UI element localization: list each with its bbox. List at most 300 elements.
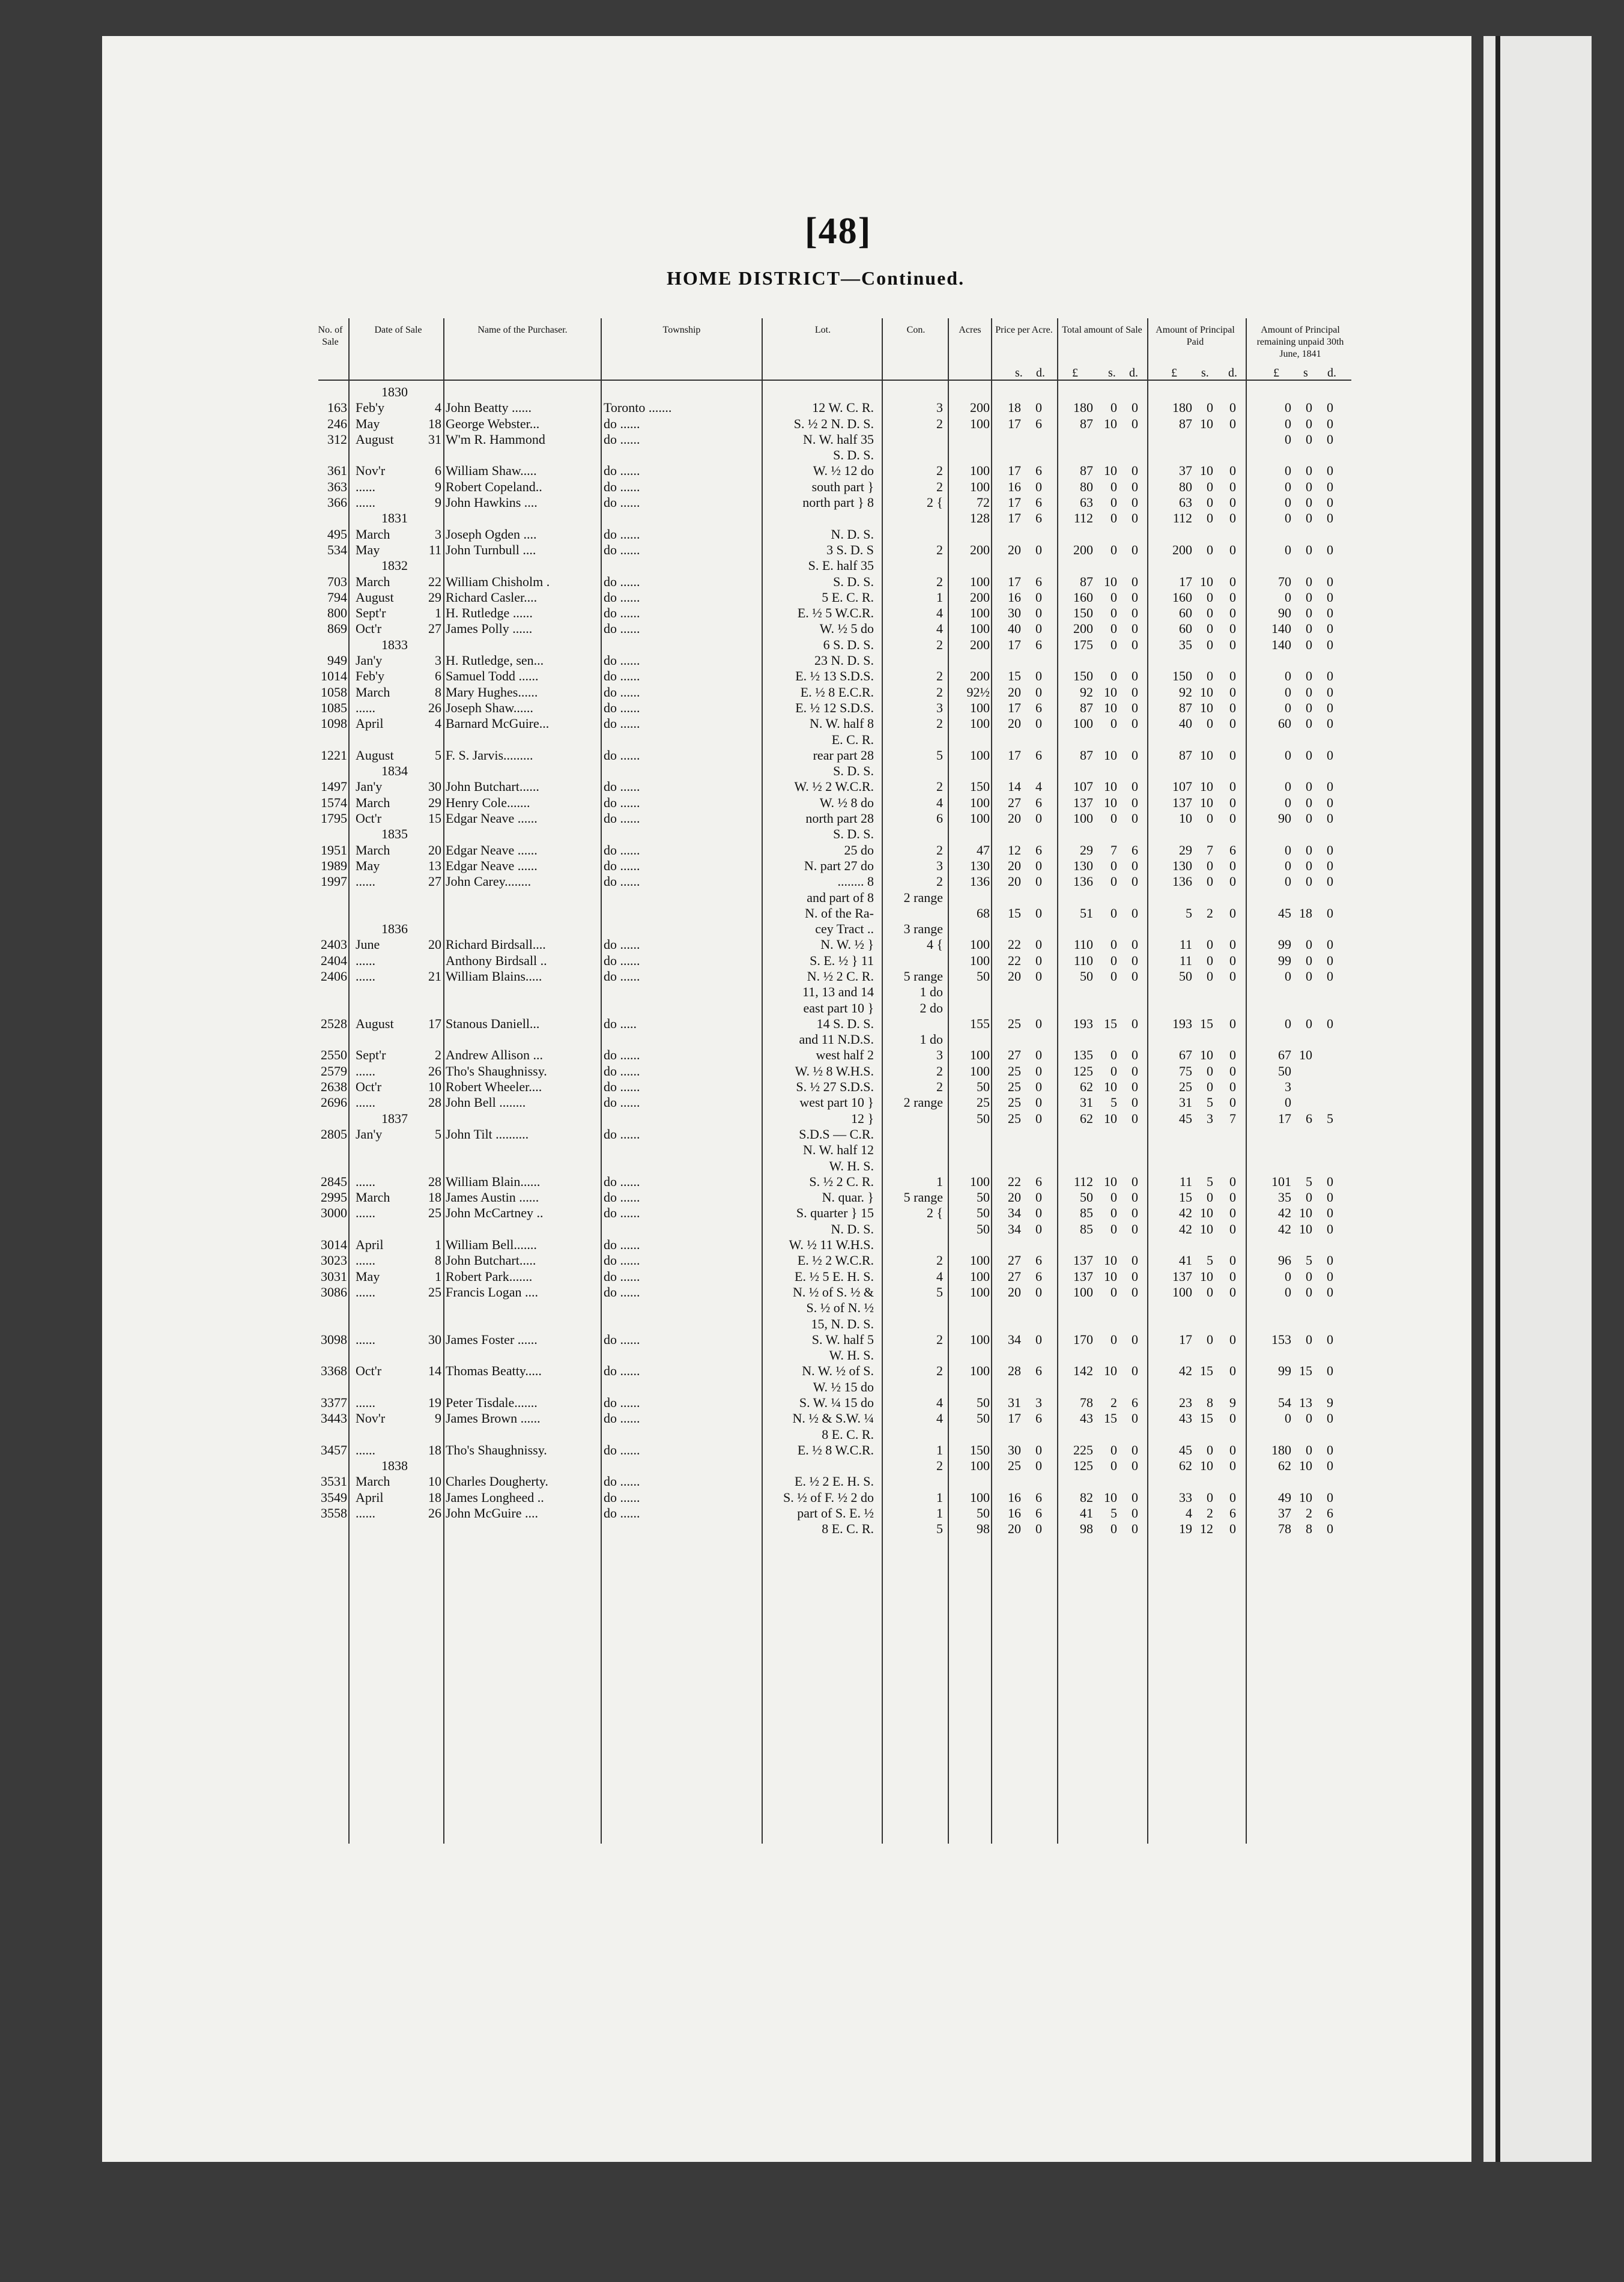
lot: W. ½ 2 W.C.R. [794, 779, 874, 794]
remaining-pounds: 0 [1285, 684, 1291, 700]
total-pence: 0 [1132, 1442, 1138, 1457]
table-row [0, 1332, 1624, 1348]
sale-month: August [356, 431, 394, 447]
purchaser-name: Andrew Allison ... [446, 1047, 543, 1063]
paid-pence: 0 [1229, 1253, 1236, 1268]
table-row [0, 1253, 1624, 1268]
paid-pence: 0 [1229, 1521, 1236, 1537]
purchaser-name: Robert Wheeler.... [446, 1079, 542, 1095]
price-pence: 0 [1035, 1221, 1042, 1236]
remaining-pence: 0 [1327, 1268, 1333, 1284]
remaining-shillings: 0 [1306, 811, 1312, 826]
sale-number: 1058 [321, 684, 347, 700]
township: do ...... [604, 968, 640, 984]
paid-shillings: 10 [1200, 779, 1213, 794]
paid-pounds: 107 [1172, 779, 1192, 794]
remaining-shillings: 0 [1306, 621, 1312, 637]
total-pence: 0 [1132, 968, 1138, 984]
lot: E. ½ 2 W.C.R. [797, 1253, 874, 1268]
sale-day: 26 [428, 1063, 441, 1079]
paid-shillings: 10 [1200, 1205, 1213, 1221]
total-pence: 0 [1132, 1411, 1138, 1426]
price-shillings: 17 [1008, 416, 1021, 431]
sale-month: ...... [356, 495, 375, 510]
total-pence: 0 [1132, 794, 1138, 810]
paid-shillings: 5 [1207, 1173, 1213, 1189]
lot: 8 E. C. R. [822, 1426, 874, 1442]
acres: 50 [977, 968, 990, 984]
remaining-shillings: 8 [1306, 1521, 1312, 1537]
total-pence: 0 [1132, 668, 1138, 684]
remaining-pounds: 0 [1285, 542, 1291, 557]
sale-number: 3443 [321, 1411, 347, 1426]
year-label: 1830 [381, 384, 408, 399]
total-shillings: 0 [1110, 811, 1117, 826]
sale-number: 800 [327, 605, 347, 621]
table-row [0, 779, 1624, 794]
total-pounds: 63 [1080, 495, 1093, 510]
paid-shillings: 10 [1200, 416, 1213, 431]
total-pounds: 100 [1073, 716, 1093, 731]
concession: 2 [936, 1079, 943, 1095]
lot: N. D. S. [831, 526, 874, 542]
total-pence: 0 [1132, 1489, 1138, 1505]
sale-month: ...... [356, 1205, 375, 1221]
remaining-shillings: 5 [1306, 1173, 1312, 1189]
sale-number: 1221 [321, 747, 347, 763]
sale-day: 31 [428, 431, 441, 447]
remaining-pence: 9 [1327, 1395, 1333, 1410]
lot: ........ 8 [837, 874, 874, 889]
acres: 200 [970, 668, 990, 684]
remaining-shillings: 0 [1306, 479, 1312, 494]
paid-shillings: 10 [1200, 574, 1213, 589]
township: do ...... [604, 668, 640, 684]
remaining-pence: 0 [1327, 794, 1333, 810]
price-shillings: 34 [1008, 1221, 1021, 1236]
purchaser-name: George Webster... [446, 416, 540, 431]
paid-pence: 0 [1229, 463, 1236, 479]
remaining-pounds: 0 [1285, 668, 1291, 684]
remaining-shillings: 18 [1299, 905, 1312, 921]
sale-day: 6 [435, 668, 441, 684]
acres: 50 [977, 1506, 990, 1521]
paid-pence: 0 [1229, 1489, 1236, 1505]
price-pence: 0 [1035, 621, 1042, 637]
header-total: Total amount of Sale [1062, 325, 1142, 335]
price-shillings: 25 [1008, 1458, 1021, 1474]
remaining-shillings: 0 [1306, 700, 1312, 715]
remaining-pence: 0 [1327, 510, 1333, 526]
total-pence: 6 [1132, 842, 1138, 858]
paid-shillings: 10 [1200, 1221, 1213, 1236]
total-pounds: 82 [1080, 1489, 1093, 1505]
remaining-pence: 0 [1327, 1221, 1333, 1236]
remaining-pounds: 180 [1271, 1442, 1291, 1457]
concession: 3 [936, 400, 943, 416]
acres: 100 [970, 621, 990, 637]
total-pence: 0 [1132, 463, 1138, 479]
paid-pounds: 112 [1172, 510, 1192, 526]
concession: 2 [936, 684, 943, 700]
total-pence: 0 [1132, 400, 1138, 416]
remaining-shillings: 0 [1306, 668, 1312, 684]
lot: N. ½ of S. ½ & [792, 1284, 874, 1300]
remaining-shillings: 0 [1306, 1331, 1312, 1347]
paid-pounds: 150 [1172, 668, 1192, 684]
paid-pounds: 50 [1179, 968, 1192, 984]
paid-pence: 0 [1229, 416, 1236, 431]
unit-label: d. [1129, 366, 1138, 380]
table-row [0, 1490, 1624, 1506]
sale-day: 9 [435, 495, 441, 510]
paid-pence: 0 [1229, 1205, 1236, 1221]
purchaser-name: Edgar Neave ...... [446, 858, 538, 873]
paid-shillings: 15 [1200, 1363, 1213, 1379]
sale-month: March [356, 1190, 390, 1205]
concession: 2 [936, 1253, 943, 1268]
lot: S. W. ¼ 15 do [799, 1395, 874, 1410]
paid-shillings: 3 [1207, 1110, 1213, 1126]
concession: 2 range [903, 1095, 943, 1110]
sale-number: 1951 [321, 842, 347, 858]
township: do ...... [604, 1268, 640, 1284]
concession: 4 [936, 1268, 943, 1284]
sale-day: 25 [428, 1284, 441, 1300]
remaining-pounds: 67 [1278, 1047, 1291, 1063]
sale-month: March [356, 842, 390, 858]
paid-pounds: 29 [1179, 842, 1192, 858]
sale-month: May [356, 416, 380, 431]
remaining-shillings: 10 [1299, 1221, 1312, 1236]
remaining-pounds: 90 [1278, 605, 1291, 621]
remaining-pence: 0 [1327, 400, 1333, 416]
sale-day: 1 [435, 605, 441, 621]
price-pence: 6 [1035, 574, 1042, 589]
township: do ...... [604, 1331, 640, 1347]
lot: E. ½ 8 W.C.R. [797, 1442, 874, 1457]
sale-number: 495 [327, 526, 347, 542]
table-row [0, 906, 1624, 921]
sale-month: ...... [356, 874, 375, 889]
unit-label: £ [1171, 366, 1177, 380]
total-pence: 0 [1132, 1268, 1138, 1284]
remaining-shillings: 0 [1306, 874, 1312, 889]
sale-month: May [356, 542, 380, 557]
paid-pence: 7 [1229, 1110, 1236, 1126]
lot: S. D. S. [833, 447, 874, 463]
remaining-pence: 0 [1327, 968, 1333, 984]
lot: E. ½ 12 S.D.S. [795, 700, 874, 715]
remaining-pounds: 35 [1278, 1190, 1291, 1205]
acres: 25 [977, 1095, 990, 1110]
unit-label: £ [1072, 366, 1078, 380]
paid-shillings: 0 [1207, 716, 1213, 731]
table-row [0, 984, 1624, 1000]
price-shillings: 30 [1008, 1442, 1021, 1457]
lot: W. ½ 8 W.H.S. [795, 1063, 874, 1079]
acres: 47 [977, 842, 990, 858]
total-shillings: 0 [1110, 637, 1117, 652]
sale-month: March [356, 574, 390, 589]
township: do ...... [604, 431, 640, 447]
sale-number: 312 [327, 431, 347, 447]
total-shillings: 0 [1110, 1190, 1117, 1205]
lot: N. W. half 12 [803, 1142, 874, 1158]
purchaser-name: Francis Logan .... [446, 1284, 538, 1300]
remaining-shillings: 0 [1306, 1015, 1312, 1031]
sale-number: 363 [327, 479, 347, 494]
paid-shillings: 0 [1207, 968, 1213, 984]
remaining-shillings: 2 [1306, 1506, 1312, 1521]
paid-shillings: 7 [1207, 842, 1213, 858]
sale-day: 10 [428, 1079, 441, 1095]
remaining-shillings: 0 [1306, 1268, 1312, 1284]
remaining-pounds: 0 [1285, 589, 1291, 605]
concession: 1 [936, 1506, 943, 1521]
remaining-pounds: 37 [1278, 1506, 1291, 1521]
paid-pounds: 23 [1179, 1395, 1192, 1410]
price-shillings: 22 [1008, 937, 1021, 952]
price-pence: 6 [1035, 1411, 1042, 1426]
acres: 155 [970, 1015, 990, 1031]
sale-number: 1997 [321, 874, 347, 889]
total-pounds: 78 [1080, 1395, 1093, 1410]
total-shillings: 10 [1104, 1363, 1117, 1379]
remaining-shillings: 0 [1306, 416, 1312, 431]
concession: 4 { [926, 937, 943, 952]
sale-month: ...... [356, 1173, 375, 1189]
concession: 2 [936, 842, 943, 858]
acres: 72 [977, 495, 990, 510]
price-shillings: 34 [1008, 1205, 1021, 1221]
concession: 4 [936, 1411, 943, 1426]
township: do ...... [604, 495, 640, 510]
sale-number: 163 [327, 400, 347, 416]
purchaser-name: W'm R. Hammond [446, 431, 545, 447]
paid-shillings: 0 [1207, 1063, 1213, 1079]
paid-shillings: 2 [1207, 905, 1213, 921]
total-shillings: 10 [1104, 779, 1117, 794]
concession: 5 range [903, 1190, 943, 1205]
table-row [0, 1411, 1624, 1426]
price-shillings: 17 [1008, 1411, 1021, 1426]
paid-pence: 0 [1229, 510, 1236, 526]
paid-shillings: 0 [1207, 400, 1213, 416]
header-lot: Lot. [814, 325, 831, 335]
sale-month: Feb'y [356, 668, 384, 684]
sale-day: 17 [428, 1015, 441, 1031]
remaining-pence: 0 [1327, 952, 1333, 968]
paid-pence: 0 [1229, 1190, 1236, 1205]
paid-shillings: 5 [1207, 1253, 1213, 1268]
concession: 2 range [903, 889, 943, 905]
year-label: 1832 [381, 558, 408, 574]
acres: 128 [970, 510, 990, 526]
lot: 12 } [850, 1110, 874, 1126]
paid-pounds: 25 [1179, 1079, 1192, 1095]
total-pounds: 193 [1073, 1015, 1093, 1031]
paid-pounds: 5 [1186, 905, 1192, 921]
total-shillings: 0 [1110, 605, 1117, 621]
purchaser-name: Joseph Ogden .... [446, 526, 537, 542]
paid-pence: 0 [1229, 937, 1236, 952]
purchaser-name: John Hawkins .... [446, 495, 538, 510]
total-pence: 0 [1132, 700, 1138, 715]
table-row [0, 921, 1624, 937]
concession: 2 [936, 1063, 943, 1079]
total-shillings: 15 [1104, 1015, 1117, 1031]
concession: 5 [936, 1521, 943, 1537]
table-row [0, 1521, 1624, 1537]
remaining-pounds: 0 [1285, 842, 1291, 858]
sale-day: 3 [435, 653, 441, 668]
remaining-pounds: 99 [1278, 952, 1291, 968]
lot: N. quar. } [822, 1190, 874, 1205]
table-row [0, 1474, 1624, 1489]
acres: 100 [970, 794, 990, 810]
sale-month: March [356, 794, 390, 810]
header-date: Date of Sale [374, 325, 422, 335]
paid-shillings: 10 [1200, 747, 1213, 763]
sale-day: 5 [435, 1126, 441, 1142]
lot: 23 N. D. S. [814, 653, 874, 668]
total-shillings: 0 [1110, 621, 1117, 637]
paid-shillings: 0 [1207, 495, 1213, 510]
lot: west part 10 } [799, 1095, 874, 1110]
sale-day: 3 [435, 526, 441, 542]
concession: 6 [936, 811, 943, 826]
total-pounds: 110 [1073, 952, 1093, 968]
total-shillings: 7 [1110, 842, 1117, 858]
sale-day: 18 [428, 1190, 441, 1205]
total-pence: 0 [1132, 1190, 1138, 1205]
remaining-pence: 0 [1327, 747, 1333, 763]
remaining-pence: 0 [1327, 1331, 1333, 1347]
total-shillings: 0 [1110, 668, 1117, 684]
sale-month: Nov'r [356, 1411, 386, 1426]
township: do ...... [604, 526, 640, 542]
paid-pounds: 35 [1179, 637, 1192, 652]
sale-month: ...... [356, 1442, 375, 1457]
concession: 2 [936, 1458, 943, 1474]
lot: N. ½ 2 C. R. [807, 968, 874, 984]
total-pence: 0 [1132, 416, 1138, 431]
remaining-pounds: 0 [1285, 1015, 1291, 1031]
remaining-shillings: 0 [1306, 1442, 1312, 1457]
lot: 14 S. D. S. [816, 1015, 874, 1031]
remaining-shillings: 0 [1306, 937, 1312, 952]
paid-pounds: 80 [1179, 479, 1192, 494]
paid-pounds: 200 [1172, 542, 1192, 557]
price-pence: 0 [1035, 1047, 1042, 1063]
sale-day: 30 [428, 1331, 441, 1347]
township: do ..... [604, 1015, 637, 1031]
sale-number: 246 [327, 416, 347, 431]
purchaser-name: William Chisholm . [446, 574, 550, 589]
purchaser-name: James Brown ...... [446, 1411, 541, 1426]
total-pounds: 137 [1073, 794, 1093, 810]
total-pounds: 137 [1073, 1268, 1093, 1284]
paid-pounds: 31 [1179, 1095, 1192, 1110]
total-shillings: 0 [1110, 510, 1117, 526]
remaining-shillings: 0 [1306, 637, 1312, 652]
paid-pounds: 11 [1179, 937, 1192, 952]
table-row [0, 685, 1624, 700]
paid-shillings: 5 [1207, 1095, 1213, 1110]
paid-shillings: 0 [1207, 542, 1213, 557]
purchaser-name: Robert Park....... [446, 1268, 533, 1284]
total-pence: 0 [1132, 1173, 1138, 1189]
total-pounds: 41 [1080, 1506, 1093, 1521]
township: do ...... [604, 653, 640, 668]
paid-shillings: 15 [1200, 1411, 1213, 1426]
lot: S. ½ of N. ½ [806, 1300, 874, 1316]
total-pence: 0 [1132, 779, 1138, 794]
price-shillings: 16 [1008, 479, 1021, 494]
sale-month: Sept'r [356, 1047, 386, 1063]
paid-pence: 0 [1229, 542, 1236, 557]
acres: 200 [970, 637, 990, 652]
total-shillings: 10 [1104, 700, 1117, 715]
price-shillings: 15 [1008, 668, 1021, 684]
remaining-shillings: 0 [1306, 463, 1312, 479]
total-pence: 0 [1132, 1363, 1138, 1379]
price-pence: 0 [1035, 668, 1042, 684]
remaining-shillings: 0 [1306, 589, 1312, 605]
table-row [0, 510, 1624, 526]
table-row [0, 1442, 1624, 1458]
purchaser-name: John Butchart...... [446, 779, 539, 794]
total-shillings: 10 [1104, 1253, 1117, 1268]
total-pounds: 62 [1080, 1110, 1093, 1126]
concession: 3 range [903, 921, 943, 937]
unit-label: s. [1108, 366, 1116, 380]
sale-day: 2 [435, 1047, 441, 1063]
paid-pounds: 193 [1172, 1015, 1192, 1031]
paid-pence: 9 [1229, 1395, 1236, 1410]
paid-pounds: 60 [1179, 605, 1192, 621]
lot: 3 S. D. S [826, 542, 874, 557]
sale-month: Oct'r [356, 621, 382, 637]
sale-day: 18 [428, 1489, 441, 1505]
total-shillings: 0 [1110, 1063, 1117, 1079]
price-pence: 0 [1035, 952, 1042, 968]
paid-pence: 0 [1229, 1284, 1236, 1300]
remaining-pounds: 3 [1285, 1079, 1291, 1095]
price-shillings: 20 [1008, 1190, 1021, 1205]
township: do ...... [604, 684, 640, 700]
price-pence: 0 [1035, 968, 1042, 984]
sale-month: Oct'r [356, 1363, 382, 1379]
total-pounds: 200 [1073, 542, 1093, 557]
purchaser-name: Anthony Birdsall .. [446, 952, 547, 968]
township: do ...... [604, 779, 640, 794]
table-row [0, 843, 1624, 858]
concession: 2 { [926, 1205, 943, 1221]
remaining-pence: 0 [1327, 700, 1333, 715]
paid-shillings: 0 [1207, 605, 1213, 621]
paid-pence: 0 [1229, 1442, 1236, 1457]
paid-pounds: 17 [1179, 1331, 1192, 1347]
sale-month: April [356, 1237, 384, 1253]
total-pounds: 87 [1080, 700, 1093, 715]
sale-number: 3377 [321, 1395, 347, 1410]
paid-pounds: 15 [1179, 1190, 1192, 1205]
paid-shillings: 0 [1207, 510, 1213, 526]
township: do ...... [604, 1253, 640, 1268]
price-pence: 6 [1035, 1253, 1042, 1268]
